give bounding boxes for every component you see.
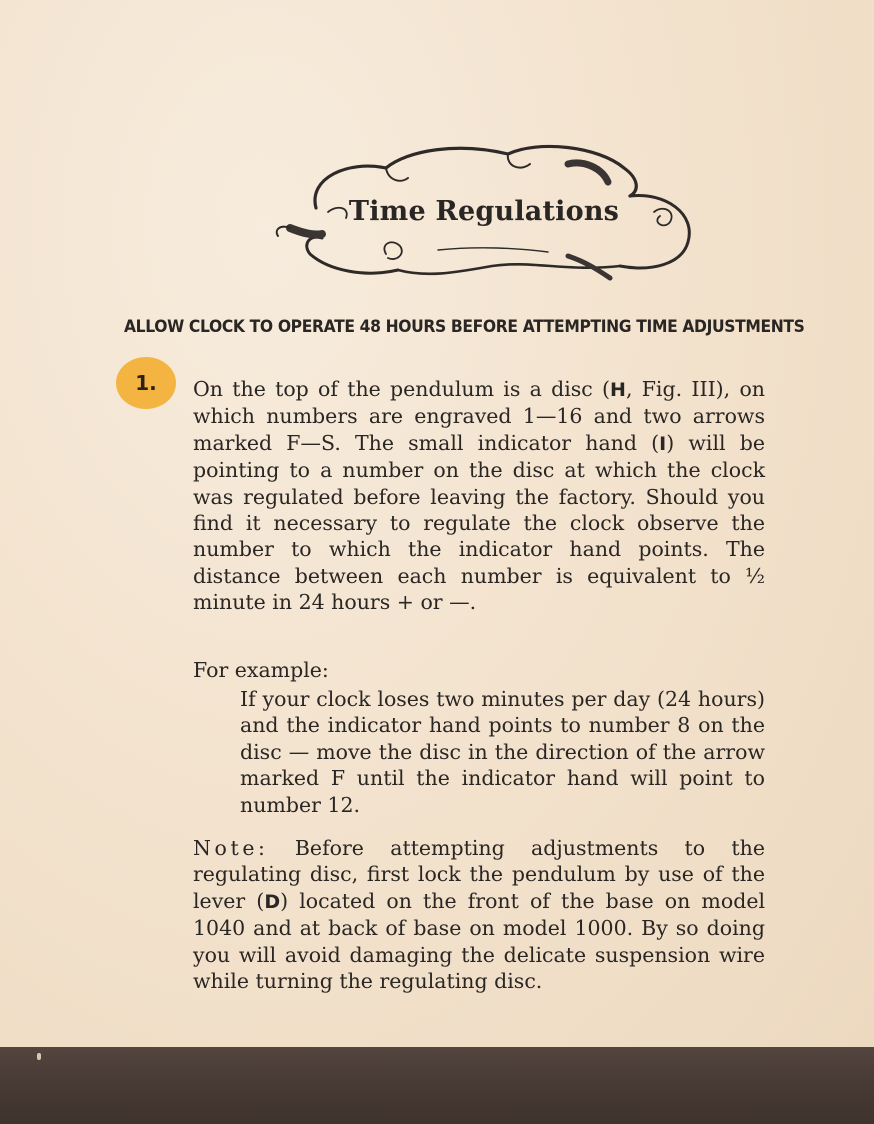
text-run: ) will be pointing to a number on the disc at which the clock was regulated before leaving the factory. Should you find it necessary to regulate the clock observe the number to which the indicator hand points. The distance between each number is equivalent to ½ minute in 24 hours + or —.	[193, 430, 765, 615]
page-title: Time Regulations	[348, 196, 620, 227]
band-mark	[37, 1053, 41, 1060]
reference-letter-i: I	[659, 432, 667, 455]
bottom-dark-band	[0, 1047, 874, 1124]
note-paragraph	[193, 835, 765, 994]
text-run: ) located on the front of the base on model 1040 and at back of base on model 1000. By so doing you will avoid damaging the delicate suspension wire while turning the regulating disc.	[193, 888, 766, 994]
text-run: Before attempting adjustments to the regulating disc, first lock the pendulum by use of the lever (	[193, 836, 765, 913]
operate-warning-headline: ALLOW CLOCK TO OPERATE 48 HOURS BEFORE ATTEMPTING TIME ADJUSTMENTS	[124, 317, 805, 337]
reference-letter-d: D	[264, 890, 281, 913]
note-label: Note:	[193, 836, 269, 860]
pendulum-disc-paragraph	[193, 376, 765, 616]
example-paragraph: If your clock loses two minutes per day (24 hours) and the indicator hand points to number 8 on the disc — move the disc in the direction of the arrow marked F until the indicator hand will point to number 12.	[240, 687, 765, 817]
reference-letter-h: H	[610, 379, 626, 401]
example-label: For example:	[193, 658, 329, 682]
text-run: , Fig. III), on which numbers are engraved 1—16 and two arrows marked F—S. The small indicator hand (	[193, 377, 765, 455]
step-number-badge: 1.	[116, 357, 176, 409]
text-run: On the top of the pendulum is a disc (	[193, 377, 611, 401]
title-scroll-ornament	[268, 138, 700, 290]
